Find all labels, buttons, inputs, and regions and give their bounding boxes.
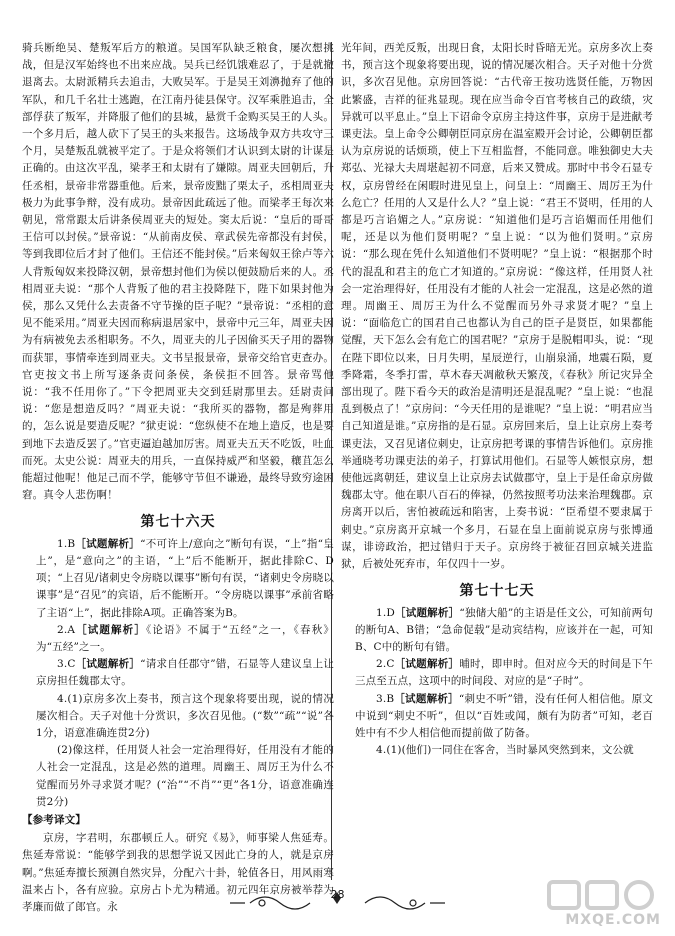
answer-item (341, 605, 653, 657)
answer-text: 晡时，即申时。但对应今天的时间是下午三点至五点，这项中的时间段、对应的是“子时”。 (355, 658, 654, 688)
page-number: 28 (330, 888, 345, 901)
answer-list (341, 605, 653, 760)
answer-number: 4.(1) (376, 744, 402, 757)
answer-item (22, 536, 334, 622)
answer-number: 3.B (376, 692, 395, 705)
answer-number: 3.C (57, 658, 76, 671)
analysis-tag: ［试题解析］ (394, 692, 459, 705)
answer-item (22, 622, 334, 656)
day-heading-76: 第七十六天 (140, 514, 216, 531)
answer-item (22, 656, 334, 690)
answer-text: 京房多次上奏书，预言这个现象将要出现，说的情况屡次相合。天子对他十分赏识，多次召见他。(“数”“疏”“说”各1分，语意准确连贯2分) (36, 692, 334, 739)
answer-item (341, 691, 653, 743)
analysis-tag: ［试题解析］ (75, 537, 141, 550)
analysis-tag: ［试题解析］ (394, 606, 460, 619)
translation-paragraph: 京房，字君明，东郡顿丘人。研究《易》，师事梁人焦延寿。焦延寿常说：“能够学到我的思想学说又因此亡身的人，就是京房啊。”焦延寿擅长预测自然灾异，分配六十卦，轮值各日，用风雨寒温来占卜，各有应验。京房占卜尤为精通。初元四年京房被举荐为孝廉而做了郎官。永 (22, 832, 334, 913)
answer-item (341, 742, 653, 759)
answer-item (22, 691, 334, 743)
right-column (341, 40, 653, 759)
left-column (22, 40, 334, 916)
translation-paragraph: 骑兵断绝吴、楚叛军后方的粮道。吴国军队缺乏粮食，屡次想挑战，但是汉军始终也不出来应战。吴兵已经饥饿难忍了，于是就撤退离去。太尉派精兵去追击，大败吴军。于是吴王刘濞抛弃了他的军队，和几千名壮士逃跑，在江南丹徒县保守。汉军乘胜追击，全部俘获了叛军，并降服了他们的县城，悬赏千金购买吴王的人头。一个多月后，越人砍下了吴王的头来报告。这场战争双方共攻守三个月，吴楚叛乱就被平定了。于是众将领们才认识到太尉的计谋是正确的。由这次平乱，梁孝王和太尉有了嫌隙。周亚夫回朝后，升任丞相，景帝非常器重他。后来，景帝废黜了栗太子，丞相周亚夫极力为此事争辩，没有成功。景帝因此疏远了他。而梁孝王每次来朝见，常常跟太后讲条侯周亚夫的短处。窦太后说：“皇后的哥哥王信可以封侯。”景帝说：“从前南皮侯、章武侯先帝都没有封侯，等到我即位后才封了他们。王信还不能封侯。”后来匈奴王徐卢等六人背叛匈奴来投降汉朝，景帝想封他们为侯以便鼓励后来的人。丞相周亚夫说：“那个人背叛了他的君主投降陛下，陛下如果封他为侯，那么又凭什么去责备不守节操的臣子呢？”景帝说：“丞相的意见不能采用。”周亚夫因而称病退居家中，景帝中元三年，周亚夫因为有病被免去丞相职务。不久，周亚夫的儿子因偷买天子用的器物而获罪，事情牵连到周亚夫。文书呈报景帝，景帝交给官吏查办。官吏按文书上所写逐条责问条侯，条侯拒不回答。景帝骂他说：“我不任用你了。”下令把周亚夫交到廷尉那里去。廷尉责问说：“您是想造反吗？”周亚夫说：“我所买的器物，都是殉葬用的，怎么说是要造反呢？”狱吏说：“您纵使不在地上造反，也是要到地下去造反罢了。”官吏逼迫越加厉害。周亚夫五天不吃饭，吐血而死。太史公说：周亚夫的用兵，一直保持威严和坚毅，穰苴怎么能超过他呢！他足己而不学，能够守节但不谦逊，最终导致穷途困窘。真令人悲伤啊！ (22, 42, 334, 502)
answer-text: “不可许上/意向之”断句有误，“上”指“皇上”，是“意向之”的主语，“上”后不能断开，据此排除C、D项；“上召见/诸刺史令房晓以课事”断句有误，“诸刺史令房晓以课事”是“召见”的宾语，后不能断开。“令房晓以课事”承前省略了主语“上”，据此排除A项。正确答案为B。 (36, 537, 334, 619)
answer-item (341, 656, 653, 690)
answer-text: “请求自任郡守”错，石显等人建议皇上让京房担任魏郡太守。 (36, 658, 334, 688)
analysis-tag: ［试题解析］ (394, 658, 460, 671)
answer-text: 《论语》不属于“五经”之一，《春秋》为“五经”之一。 (36, 623, 335, 653)
answer-item (22, 742, 334, 811)
analysis-tag: ［试题解析］ (75, 658, 141, 671)
answer-list (22, 536, 334, 811)
reference-translation-heading: 【参考译文】 (22, 813, 86, 826)
watermark-text: MXQE.COM (565, 912, 661, 928)
answer-number: 1.D (376, 606, 395, 619)
answer-text: 像这样，任用贤人社会一定治理得好，任用没有才能的人社会一定混乱，这是必然的道理。周幽王、周厉王为什么不觉醒而另外寻求贤才呢？(“治”“不肖”“更”各1分，语意准确连贯2分) (36, 744, 334, 808)
answer-text: (他们)一同住在客舍，当时暴风突然到来，文公就 (401, 744, 634, 757)
translation-paragraph: 光年间，西羌反叛，出现日食，太阳长时昏暗无光。京房多次上奏书，预言这个现象将要出现，说的情况屡次相合。天子对他十分赏识，多次召见他。京房回答说：“古代帝王按功选贤任能，万物因此繁盛，吉祥的征兆显现。现在应当命令百官考核自己的政绩，灾异就可以平息止。”皇上下诏命令京房主持这件事，京房于是进献考课吏法。皇上命令公卿朝臣同京房在温室殿开会讨论，公卿朝臣都认为京房说的话烦琐，使上下互相监督，不能同意。唯独御史大夫郑弘、光禄大夫周堪起初不同意，后来又赞成。那时中书令石显专权，京房曾经在闲暇时进见皇上，问皇上：“周幽王、周厉王为什么危亡？任用的人又是什么人？”皇上说：“君王不贤明，任用的人都是巧言谄媚之人。”京房说：“知道他们是巧言谄媚而任用他们呢，还是以为他们贤明呢？”皇上说：“以为他们贤明。”京房说：“那么现在凭什么知道他们不贤明呢？”皇上说：“根据那个时代的混乱和君主的危亡才知道的。”京房说：“像这样，任用贤人社会一定治理得好，任用没有才能的人社会一定混乱，这是必然的道理。周幽王、周厉王为什么不觉醒而另外寻求贤才呢？”皇上说：“面临危亡的国君自己也都认为自己的臣子是贤臣，如果都能觉醒，天下怎么会有危亡的国君呢？”京房于是脱帽叩头，说：“现在陛下即位以来，日月失明，星辰逆行，山崩泉涌，地震石陨，夏季降霜，冬季打雷，草木春天凋敝秋天繁茂，《春秋》所记灾异全部出现了。陛下看今天的政治是清明还是混乱呢？”皇上说：“也混乱到极点了！”京房问：“今天任用的是谁呢？”皇上说：“明君应当自己知道是谁。”京房指的是石显。京房回来后，皇上让京房上奏考课吏法，又召见诸位刺史，让京房把考课的事情告诉他们。京房推举通晓考功课吏法的弟子，打算试用他们。石显等人嫉恨京房，想使他远离朝廷，建议皇上让京房去试做郡守，皇上于是任命京房做魏郡太守。他在职八百石的俸禄，仍然按照考功法来治理魏郡。京房离开以后，害怕被疏远和陷害，上奏书说：“臣希望不要隶属于刺史。”京房离开京城一个多月，石显在皇上面前说京房与张博通谋，诽谤政治，把过错归于天子。京房终于被征召回京城关进监狱，后被处死弃市，年仅四十一岁。 (341, 42, 653, 571)
answer-number: 4.(1) (57, 692, 83, 705)
answer-number: 1.B (57, 537, 76, 550)
answer-number: 2.C (376, 658, 395, 671)
analysis-tag: ［试题解析］ (75, 623, 146, 636)
day-heading-77: 第七十七天 (459, 583, 535, 600)
answer-number: 2.A (57, 623, 76, 636)
answer-text: “刺史不听”错，没有任何人相信他。原文中说到“刺史不听”，但以“百姓或闻，颇有为防者”可知，老百姓中有不少人相信他而提前做了防备。 (355, 692, 653, 739)
answer-number: (2) (57, 744, 73, 757)
answer-text: “独储大船”的主语是任文公，可知前两句的断句A、B错；“急命促载”是动宾结构，应该并在一起，可知B、C中的断句有错。 (355, 606, 653, 653)
